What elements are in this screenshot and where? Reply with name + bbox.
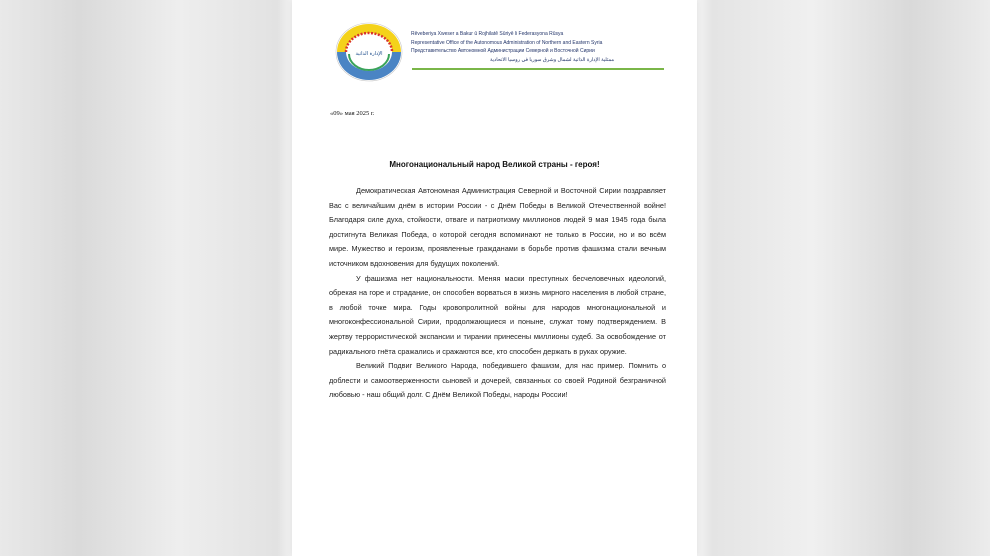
paragraph: У фашизма нет национальности. Меняя маски преступных бесчеловечных идеологий, обрекая на горе и страдание, он способен ворваться в жизнь мирного населения в любой стране, в любой точке мира. Годы кровопролитной войны для народов многонациональной и многоконфессиональной Сирии, продолжающиеся и поныне, служат тому подтверждением. В жертву террористической экспансии и тирании принесены миллионы судеб. За освобождение от радикального гнёта сражались и сражаются все, кто способен держать в руках оружие.	[329, 273, 666, 356]
letter-title: Многонациональный народ Великой страны - героя!	[389, 160, 600, 169]
letterhead	[411, 30, 673, 64]
letter-body	[329, 184, 666, 403]
letterhead-english: Representative Office of the Autonomous Administration of Northern and Eastern Syria	[411, 39, 603, 46]
paragraph: Великий Подвиг Великого Народа, победившего фашизм, для нас пример. Помнить о доблести и самоотверженности сыновей и дочерей, связанных со своей Родиной безграничной любовью - наш общий долг. С Днём Великой Победы, народы России!	[329, 361, 666, 400]
logo-text: الإدارة الذاتية	[355, 51, 383, 57]
letterhead-kurdish: Rêveberiya Xweser a Bakur û Rojhilatê Sûriyê li Federasyona Rûsya	[411, 31, 564, 37]
letterhead-divider	[412, 68, 664, 70]
letter-date: «09» мая 2025 г.	[330, 110, 375, 117]
letterhead-russian: Представительство Автономной Администрации Северной и Восточной Сирии	[411, 48, 595, 55]
letter-page	[292, 0, 697, 556]
emblem-logo	[333, 20, 405, 84]
letterhead-arabic: ممثلية الإدارة الذاتية لشمال وشرق سوريا في روسيا الاتحادية	[489, 56, 615, 63]
paragraph: Демократическая Автономная Администрация Северной и Восточной Сирии поздравляет Вас с величайшим днём в истории России - с Днём Победы в Великой Отечественной войне! Благодаря силе духа, стойкости, отваге и патриотизму миллионов людей 9 мая 1945 года была достигнута Великая Победа, о которой сегодня вспоминают не только в России, но и во всём мире. Мужество и героизм, проявленные гражданами в борьбе против фашизма стали вечным источником вдохновения для будущих поколений.	[329, 186, 666, 268]
